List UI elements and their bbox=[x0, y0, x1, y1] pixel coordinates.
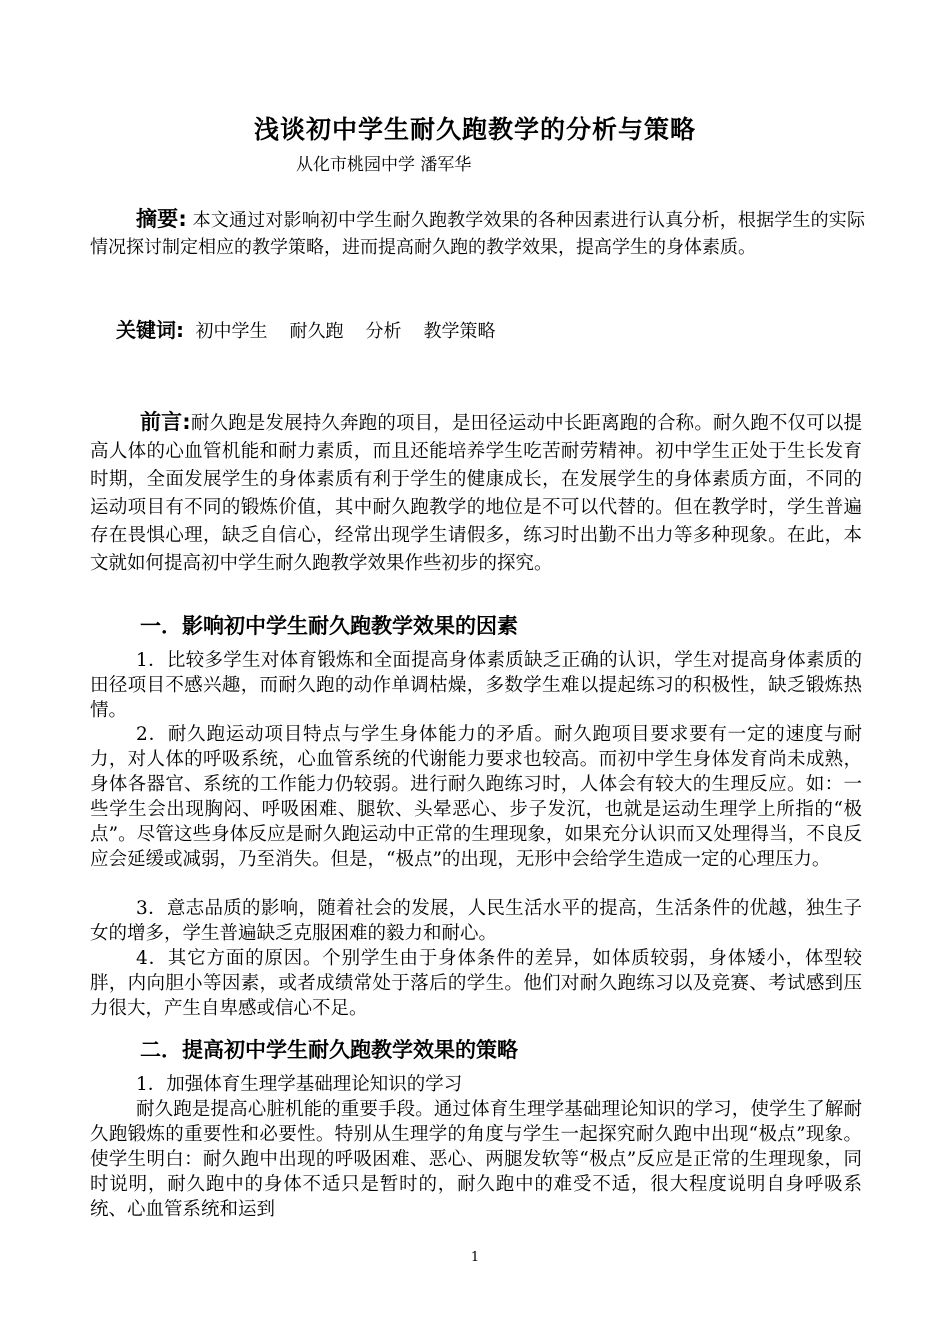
abstract-text: 本文通过对影响初中学生耐久跑教学效果的各种因素进行认真分析，根据学生的实际情况探讨制定相应的教学策略，进而提高耐久跑的教学效果，提高学生的身体素质。 bbox=[90, 210, 865, 258]
keyword: 初中学生 bbox=[195, 321, 268, 342]
section1-paragraph-2: 2．耐久跑运动项目特点与学生身体能力的矛盾。耐久跑项目要求要有一定的速度与耐力，对人体的呼吸系统，心血管系统的代谢能力要求也较高。而初中学生身体发育尚未成熟，身体各器官、系统的工作能力仍较弱。进行耐久跑练习时，人体会有较大的生理反应。如：一些学生会出现胸闷、呼吸困难、腿软、头晕恶心、步子发沉，也就是运动生理学上所指的“极点”。尽管这些身体反应是耐久跑运动中正常的生理现象，如果充分认识而又处理得当，不良反应会延缓或减弱，乃至消失。但是，“极点”的出现，无形中会给学生造成一定的心理压力。 bbox=[90, 724, 862, 870]
abstract-label: 摘要: bbox=[136, 207, 187, 231]
keyword: 教学策略 bbox=[423, 321, 496, 342]
page-number: 1 bbox=[470, 1250, 480, 1265]
section1-paragraph-4: 4．其它方面的原因。个别学生由于身体条件的差异，如体质较弱，身体矮小，体型较胖，内向胆小等因素，或者成绩常处于落后的学生。他们对耐久跑练习以及竞赛、考试感到压力很大，产生自卑感或信心不足。 bbox=[90, 948, 862, 1019]
preface-paragraph bbox=[90, 408, 862, 578]
abstract-paragraph bbox=[90, 206, 865, 261]
author-line: 从化市桃园中学 潘军华 bbox=[296, 155, 472, 175]
preface-text: 耐久跑是发展持久奔跑的项目，是田径运动中长距离跑的合称。耐久跑不仅可以提高人体的心血管机能和耐力素质，而且还能培养学生吃苦耐劳精神。初中学生正处于生长发育时期，全面发展学生的身体素质有利于学生的健康成长，在发展学生的身体素质方面，不同的运动项目有不同的锻炼价值，其中耐久跑教学的地位是不可以代替的。但在教学时，学生普遍存在畏惧心理，缺乏自信心，经常出现学生请假多，练习时出勤不出力等多种现象。在此，本文就如何提高初中学生耐久跑教学效果作些初步的探究。 bbox=[90, 413, 862, 574]
preface-label: 前言: bbox=[140, 410, 191, 434]
keyword: 耐久跑 bbox=[289, 321, 344, 342]
section-heading-1: 一．影响初中学生耐久跑教学效果的因素 bbox=[140, 614, 518, 638]
keywords-label: 关键词: bbox=[116, 318, 184, 342]
section2-paragraph-1: 耐久跑是提高心脏机能的重要手段。通过体育生理学基础理论知识的学习，使学生了解耐久跑锻炼的重要性和必要性。特别从生理学的角度与学生一起探究耐久跑中出现“极点”现象。使学生明白：耐久跑中出现的呼吸困难、恶心、两腿发软等“极点”反应是正常的生理现象，同时说明，耐久跑中的身体不适只是暂时的，耐久跑中的难受不适，很大程度说明自身呼吸系统、心血管系统和运到 bbox=[90, 1099, 862, 1220]
section2-subheading-1: 1．加强体育生理学基础理论知识的学习 bbox=[136, 1074, 463, 1095]
keyword: 分析 bbox=[365, 321, 402, 342]
keywords-line bbox=[116, 314, 517, 343]
document-title: 浅谈初中学生耐久跑教学的分析与策略 bbox=[253, 115, 696, 144]
section1-paragraph-3: 3．意志品质的影响，随着社会的发展，人民生活水平的提高，生活条件的优越，独生子女的增多，学生普遍缺乏克服困难的毅力和耐心。 bbox=[90, 898, 862, 944]
section-heading-2: 二．提高初中学生耐久跑教学效果的策略 bbox=[140, 1038, 518, 1062]
section1-paragraph-1: 1．比较多学生对体育锻炼和全面提高身体素质缺乏正确的认识，学生对提高身体素质的田径项目不感兴趣，而耐久跑的动作单调枯燥，多数学生难以提起练习的积极性，缺乏锻炼热情。 bbox=[90, 650, 862, 721]
